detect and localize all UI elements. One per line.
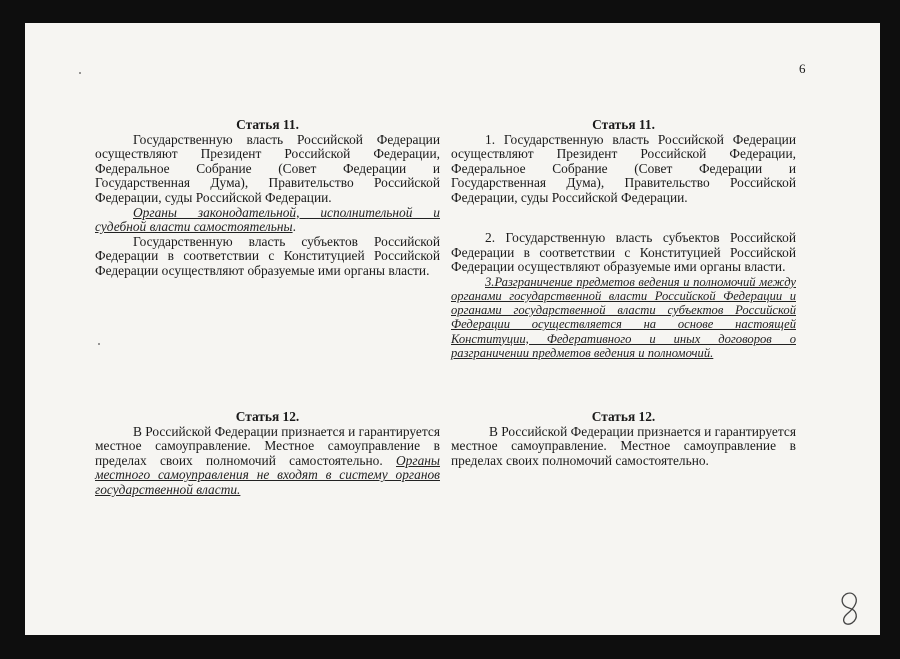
right-article-11-paragraph-2: 2. Государственную власть субъектов Российской Федерации в соответствии с Конституцией Российской Федерации осуществляют образуемые ими органы власти. [451, 230, 796, 275]
left-article-12-paragraph-1 [95, 425, 440, 498]
scan-speck [79, 72, 81, 74]
left-article-11-heading: Статья 11. [236, 117, 299, 132]
right-article-11-heading: Статья 11. [592, 117, 655, 132]
left-article-11-paragraph-2 [95, 206, 440, 235]
page-number: 6 [799, 61, 806, 76]
right-article-11-paragraph-3-italic: 3.Разграничение предметов ведения и полномочий между органами государственной власти Российской Федерации и органами государственной власти субъектов Российской Федерации осуществляется на основе настоящей Конституции, Федеративного и иных договоров о разграничении предметов ведения и полномочий. [451, 274, 796, 360]
left-article-11-paragraph-3: Государственную власть субъектов Российской Федерации в соответствии с Конституцией Российской Федерации осуществляют образуемые ими органы власти. [95, 233, 440, 278]
right-article-11-paragraph-1: 1. Государственную власть Российской Федерации осуществляют Президент Российской Федерации, Федеральное Собрание (Совет Федерации и Государственная Дума), Правительство Российской Федерации, суды Российской Федерации. [451, 131, 796, 205]
right-article-12-heading: Статья 12. [591, 409, 656, 424]
left-article-11-paragraph-1: Государственную власть Российской Федерации осуществляют Президент Российской Федерации, Федеральное Собрание (Совет Федерации и Государственная Дума), Правительство Российской Федерации, суды Российской Федерации. [95, 131, 440, 205]
left-article-11-italic-insert: Органы законодательной, исполнительной и судебной власти самостоятельны [95, 204, 440, 235]
left-article-11-paragraph-2-end: . [292, 219, 296, 235]
document-page [25, 23, 880, 635]
handwritten-mark [837, 590, 865, 628]
left-article-12-heading: Статья 12. [235, 409, 300, 424]
scan-speck [98, 343, 100, 345]
left-article-12-italic-insert: Органы местного самоуправления не входят в систему органов государственной власти. [95, 452, 440, 497]
left-article-12-text: В Российской Федерации признается и гарантируется местное самоуправление. Местное самоуправление в пределах своих полномочий самостоятельно. [95, 423, 440, 468]
right-article-12-paragraph-1: В Российской Федерации признается и гарантируется местное самоуправление. Местное самоуправление в пределах своих полномочий самостоятельно. [451, 423, 796, 468]
